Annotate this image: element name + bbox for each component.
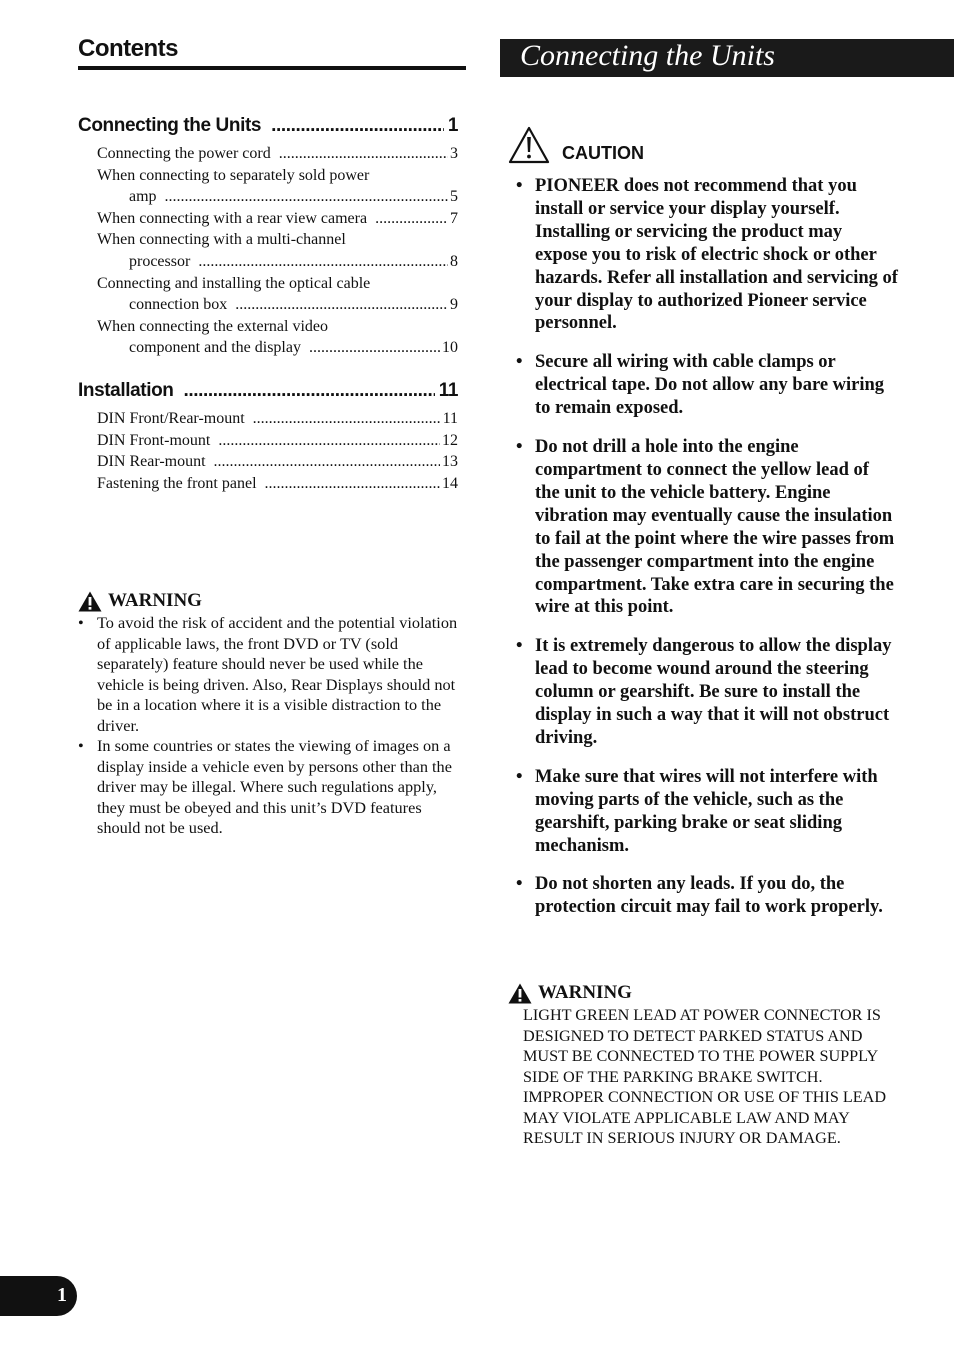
- toc-entry-title-cont: amp: [129, 188, 157, 206]
- toc-entry-title: Connecting and installing the optical cable: [97, 274, 371, 292]
- toc-entry-title: DIN Front-mount: [97, 431, 211, 449]
- toc-leader: [165, 186, 448, 208]
- warning-triangle-filled-icon: [78, 591, 102, 612]
- toc-entry-title: When connecting with a rear view camera: [97, 209, 368, 227]
- toc-entry-title-cont: connection box: [129, 296, 228, 314]
- toc-entry[interactable]: [97, 208, 458, 230]
- toc-heading-page: 1: [447, 115, 458, 136]
- toc-entry-page: 12: [442, 431, 458, 449]
- toc-leader: [375, 208, 448, 230]
- page-number-badge: [0, 1276, 77, 1316]
- caution-heading: [508, 124, 898, 164]
- toc-entry[interactable]: [97, 316, 458, 359]
- toc-leader: [271, 114, 444, 138]
- warning-list: [78, 613, 466, 839]
- toc-entry-title: When connecting the external video: [97, 317, 329, 335]
- toc-leader: [198, 251, 448, 273]
- toc-entry[interactable]: [97, 273, 458, 316]
- warning-notice-power-lead: [508, 981, 898, 1149]
- toc-leader: [235, 294, 448, 316]
- toc-entry-page: 13: [442, 453, 458, 471]
- warning-notice: [78, 589, 466, 839]
- contents-title: Contents: [78, 34, 466, 70]
- toc-entry-title: When connecting with a multi-channel: [97, 231, 346, 249]
- toc-heading-page: 11: [438, 380, 458, 401]
- toc-entry[interactable]: [97, 430, 458, 452]
- caution-item: • It is extremely dangerous to allow the display lead to become wound around the steering column or gearshift. Be sure to install the display in such a way that it will not obstruct driving.: [508, 635, 898, 750]
- toc-entry[interactable]: [97, 408, 458, 430]
- toc-entry[interactable]: [97, 229, 458, 272]
- toc-entry-title-cont: processor: [129, 252, 191, 270]
- toc-leader: [218, 430, 440, 452]
- caution-column: [508, 124, 898, 1147]
- contents-column: [78, 34, 466, 837]
- toc-entry-page: 10: [442, 339, 458, 357]
- toc-leader: [279, 143, 448, 165]
- warning-heading: [78, 589, 466, 613]
- toc-entry[interactable]: [97, 143, 458, 165]
- toc-entry-title-cont: component and the display: [129, 339, 301, 357]
- toc-entries: [78, 408, 458, 494]
- warning-item: • In some countries or states the viewing of images on a display inside a vehicle even by persons other than the driver may be illegal. Where such regulations apply, they must be obeyed and this unit’s DVD features should not be used.: [78, 736, 466, 839]
- toc-entry[interactable]: [97, 473, 458, 495]
- toc-entry[interactable]: [97, 165, 458, 208]
- warning-label: WARNING: [108, 590, 202, 611]
- toc-leader: [265, 473, 440, 495]
- toc-entry-title: DIN Rear-mount: [97, 453, 206, 471]
- caution-item: • Do not shorten any leads. If you do, the protection circuit may fail to work properly.: [508, 873, 898, 919]
- toc-leader: [253, 408, 441, 430]
- section-title: Connecting the Units: [520, 39, 775, 72]
- toc-entry-page: 14: [442, 474, 458, 492]
- toc-entry-title: Connecting the power cord: [97, 145, 271, 162]
- toc-entry-page: 11: [442, 410, 458, 427]
- warning-triangle-filled-icon: [508, 983, 532, 1004]
- toc-entry-title: When connecting to separately sold power: [97, 166, 370, 184]
- toc-section-connecting: [78, 114, 458, 359]
- toc-leader: [184, 379, 435, 403]
- warning-heading: [508, 981, 898, 1005]
- toc-entry[interactable]: [97, 451, 458, 473]
- caution-item: • Do not drill a hole into the engine compartment to connect the yellow lead of the unit to the vehicle battery. Engine vibration may eventually cause the insulation to fail at the point where the wire passes from the passenger compartment into the engine compartment. Take extra care in securing the wire at this point.: [508, 436, 898, 619]
- caution-list: [508, 175, 898, 919]
- toc-entry-page: 3: [450, 145, 458, 162]
- warning-label: WARNING: [538, 982, 632, 1003]
- toc-entry-page: 8: [450, 252, 458, 270]
- toc-leader: [214, 451, 440, 473]
- section-banner: [500, 39, 954, 77]
- toc-heading[interactable]: [78, 114, 458, 138]
- toc-entry-page: 5: [450, 188, 458, 206]
- toc-entry-page: 7: [450, 209, 458, 227]
- page-number: 1: [57, 1284, 67, 1306]
- caution-item: • Make sure that wires will not interfere with moving parts of the vehicle, such as the gearshift, parking brake or seat sliding mechanism.: [508, 766, 898, 858]
- toc-leader: [309, 337, 440, 359]
- toc-heading-title: Connecting the Units: [78, 115, 262, 136]
- toc-section-installation: [78, 379, 458, 494]
- caution-triangle-outline-icon: [508, 126, 550, 164]
- caution-item: • Secure all wiring with cable clamps or electrical tape. Do not allow any bare wiring to remain exposed.: [508, 351, 898, 420]
- toc-entry-title: Fastening the front panel: [97, 474, 257, 492]
- toc-entry-page: 9: [450, 296, 458, 314]
- caution-item: • PIONEER does not recommend that you install or service your display yourself. Installing or servicing the product may expose you to risk of electric shock or other hazards. Refer all installation and servicing of your display to authorized Pioneer service personnel.: [508, 175, 898, 335]
- toc-entries: [78, 143, 458, 359]
- toc-entry-title: DIN Front/Rear-mount: [97, 410, 245, 427]
- toc-heading[interactable]: [78, 379, 458, 403]
- toc-heading-title: Installation: [78, 380, 174, 401]
- warning-text: LIGHT GREEN LEAD AT POWER CONNECTOR IS DESIGNED TO DETECT PARKED STATUS AND MUST BE CONNECTED TO THE POWER SUPPLY SIDE OF THE PARKING BRAKE SWITCH. IMPROPER CONNECTION OR USE OF THIS LEAD MAY VIOLATE APPLICABLE LAW AND MAY RESULT IN SERIOUS INJURY OR DAMAGE.: [523, 1006, 887, 1147]
- caution-label: CAUTION: [562, 143, 644, 163]
- warning-item: • To avoid the risk of accident and the potential violation of applicable laws, the front DVD or TV (sold separately) feature should never be used while the vehicle is being driven. Also, Rear Displays should not be in a location where it is a visible distraction to the driver.: [78, 613, 466, 736]
